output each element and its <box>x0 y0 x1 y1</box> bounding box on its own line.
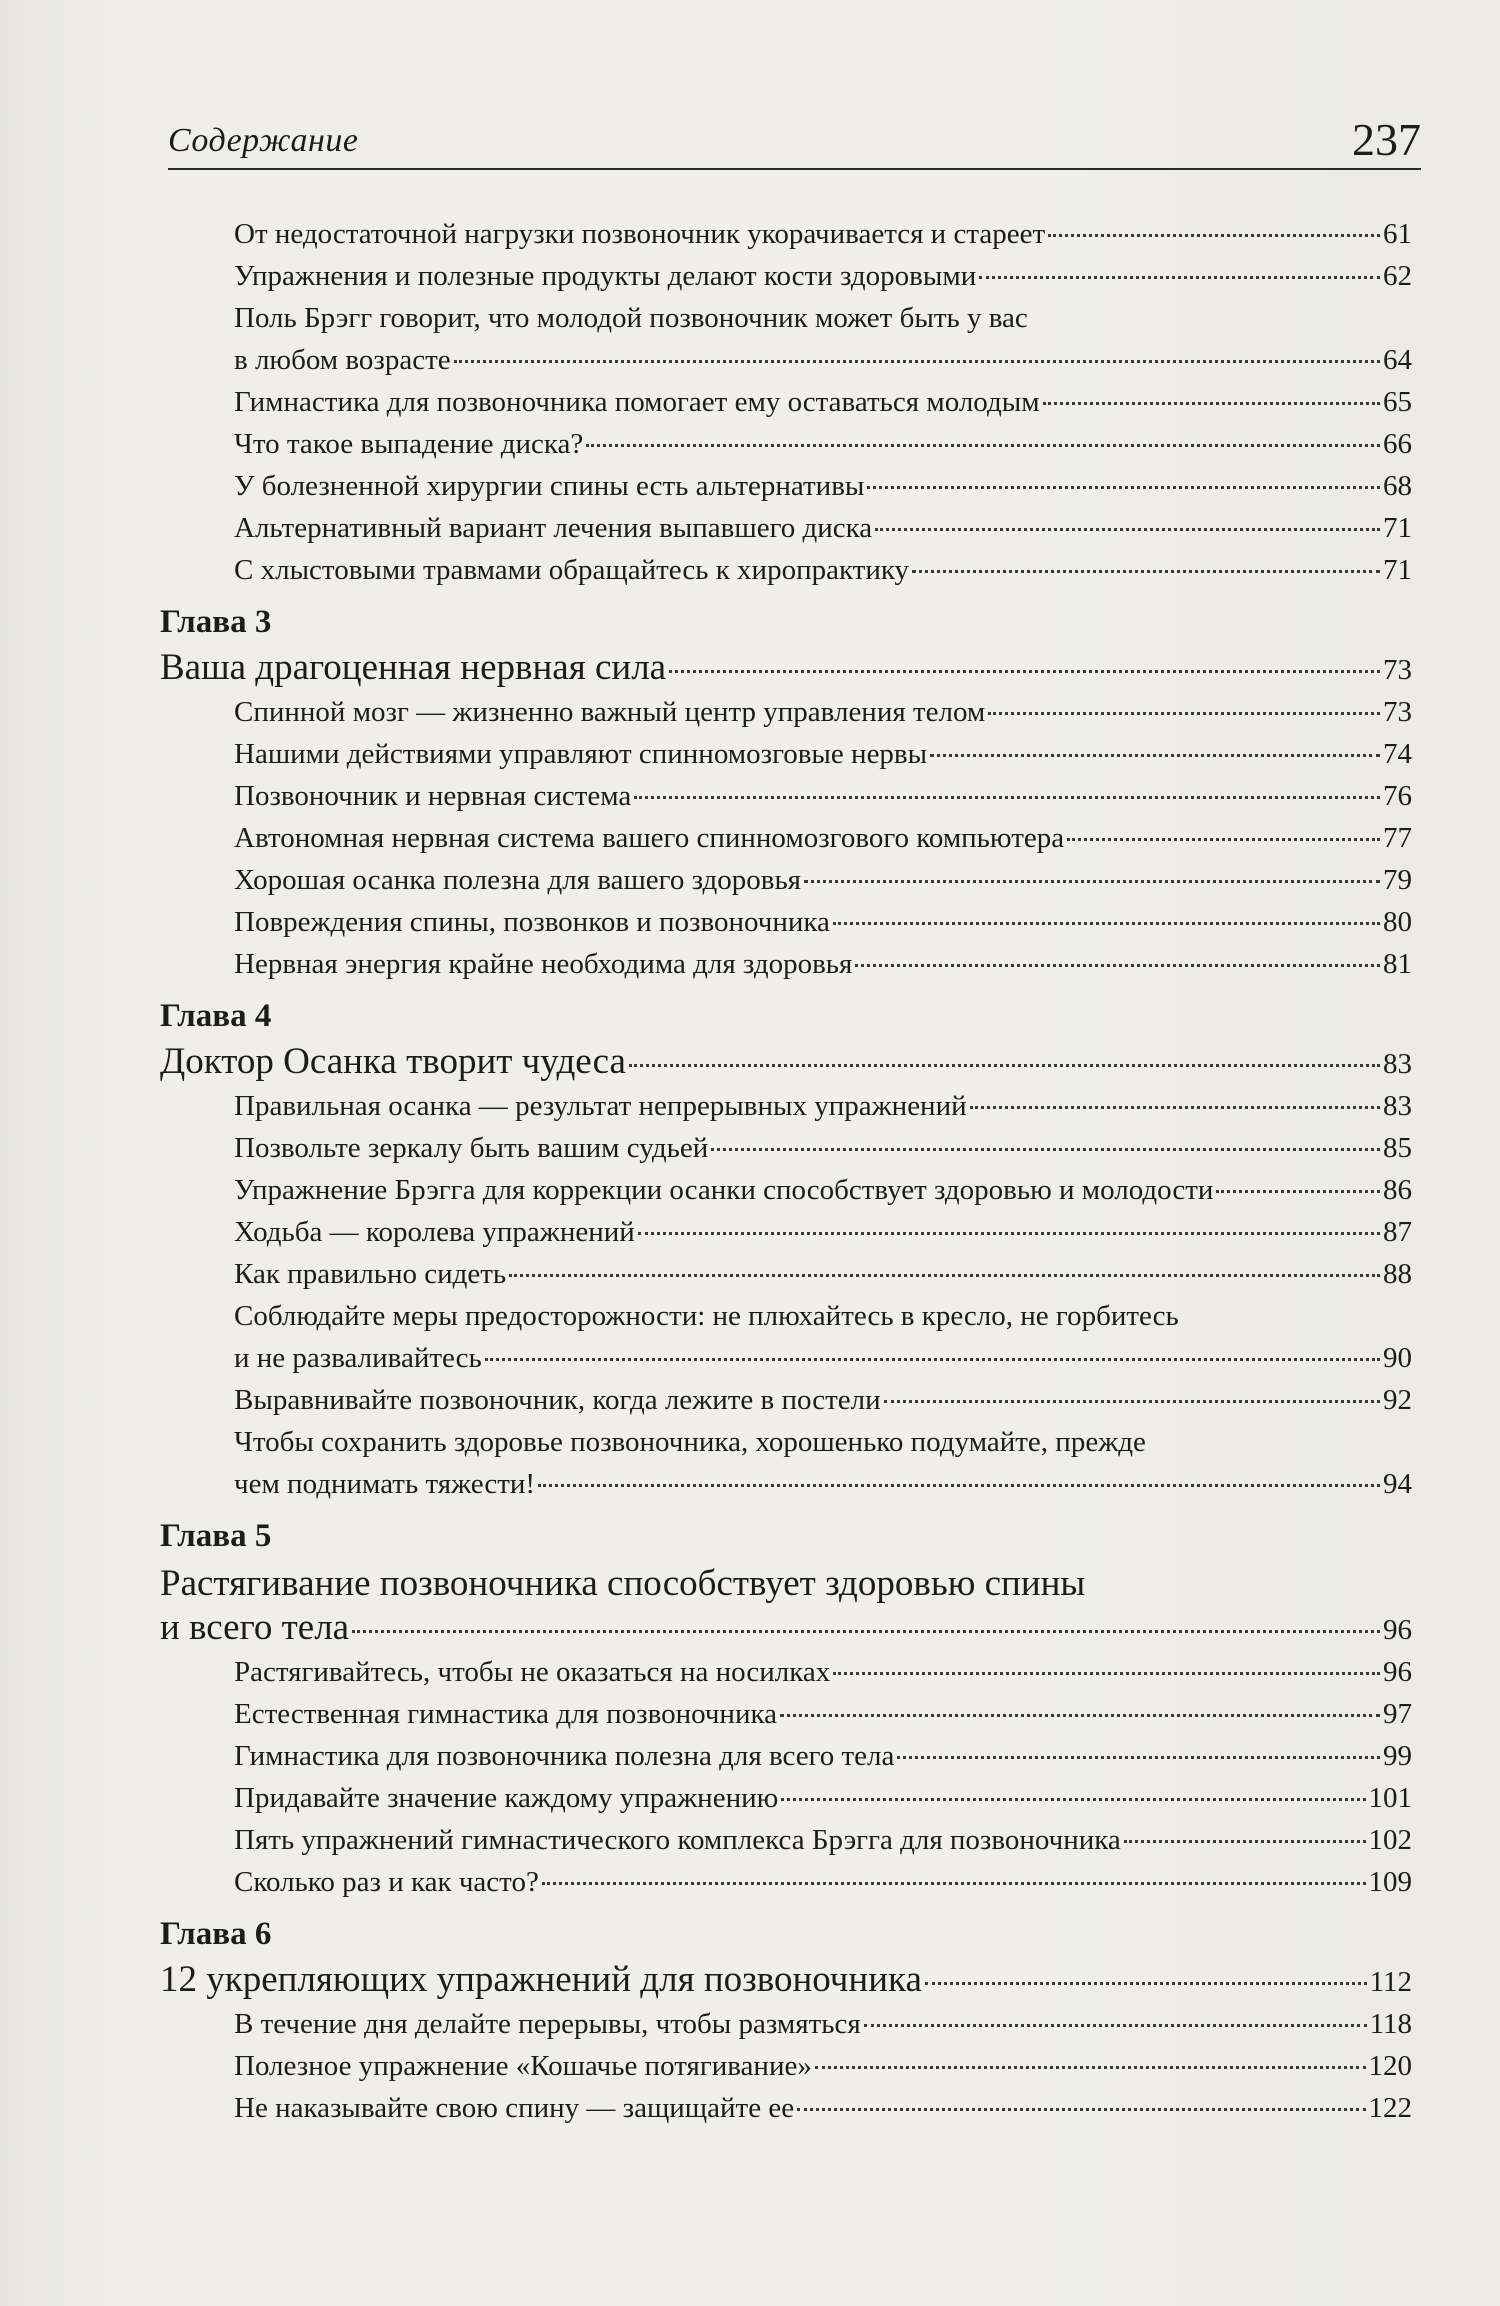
dot-leader <box>833 1672 1380 1675</box>
toc-entry <box>234 1258 1412 1291</box>
dot-leader <box>1043 402 1380 405</box>
toc-entry-title: Ходьба — королева упражнений <box>234 1216 635 1248</box>
toc-entry-title: Сколько раз и как часто? <box>234 1866 539 1898</box>
toc-entry-title-line1: Поль Брэгг говорит, что молодой позвоночник может быть у вас <box>234 302 1028 334</box>
toc-entry-page: 109 <box>1368 1866 1412 1898</box>
toc-entry <box>234 1656 1412 1689</box>
toc-entry-title: Нашими действиями управляют спинномозговые нервы <box>234 738 928 770</box>
toc-entry-page: 120 <box>1368 2050 1412 2082</box>
dot-leader <box>669 670 1380 673</box>
dot-leader <box>884 1400 1380 1403</box>
toc-entry-title: Позвольте зеркалу быть вашим судьей <box>234 1132 709 1164</box>
toc-entry-page: 122 <box>1368 2092 1412 2124</box>
toc-entry-page: 73 <box>1383 696 1412 728</box>
toc-entry-title: Упражнения и полезные продукты делают кости здоровыми <box>234 260 977 292</box>
toc-entry-page: 71 <box>1383 554 1412 586</box>
toc-entry-page: 68 <box>1383 470 1412 502</box>
dot-leader <box>875 528 1380 531</box>
dot-leader <box>930 754 1380 757</box>
dot-leader <box>454 360 1380 363</box>
toc-entry-title: Что такое выпадение диска? <box>234 428 584 460</box>
toc-entry-page: 76 <box>1383 780 1412 812</box>
toc-entry-page: 102 <box>1368 1824 1412 1856</box>
toc-entry-title: Повреждения спины, позвонков и позвоночника <box>234 906 830 938</box>
dot-leader <box>629 1064 1380 1067</box>
toc-entry-title: Растягивайтесь, чтобы не оказаться на носилках <box>234 1656 831 1688</box>
dot-leader <box>988 712 1380 715</box>
toc-entry-page: 61 <box>1383 218 1412 250</box>
dot-leader <box>634 796 1380 799</box>
toc-entry <box>234 1132 1412 1165</box>
toc-entry <box>234 1740 1412 1773</box>
toc-entry <box>234 1782 1412 1815</box>
toc-entry-page: 97 <box>1383 1698 1412 1730</box>
chapter-heading <box>160 1958 1412 2001</box>
toc-entry-page: 85 <box>1383 1132 1412 1164</box>
toc-entry-title: Как правильно сидеть <box>234 1258 507 1290</box>
chapter-page: 83 <box>1383 1048 1412 1080</box>
toc-entry <box>234 218 1412 251</box>
toc-entry-page: 64 <box>1383 344 1412 376</box>
chapter-heading <box>160 646 1412 689</box>
dot-leader <box>586 444 1380 447</box>
toc-entry-page: 66 <box>1383 428 1412 460</box>
toc-entry-title: в любом возрасте <box>234 344 451 376</box>
running-head <box>168 112 1421 170</box>
toc-entry <box>234 738 1412 771</box>
dot-leader <box>867 486 1380 489</box>
toc-entry-page: 79 <box>1383 864 1412 896</box>
toc-entry-title: Гимнастика для позвоночника помогает ему оставаться молодым <box>234 386 1040 418</box>
toc-entry <box>234 1698 1412 1731</box>
toc-entry <box>234 554 1412 587</box>
dot-leader <box>509 1274 1380 1277</box>
dot-leader <box>542 1882 1366 1885</box>
toc-entry-title: Правильная осанка — результат непрерывных упражнений <box>234 1090 967 1122</box>
toc-entry-title: Естественная гимнастика для позвоночника <box>234 1698 777 1730</box>
toc-entry-page: 99 <box>1383 1740 1412 1772</box>
toc-entry <box>234 512 1412 545</box>
toc-entry-page: 88 <box>1383 1258 1412 1290</box>
toc-entry <box>234 260 1412 293</box>
toc-entry <box>234 864 1412 897</box>
chapter-page: 96 <box>1383 1614 1412 1646</box>
toc-entry-page: 81 <box>1383 948 1412 980</box>
toc-entry-page: 71 <box>1383 512 1412 544</box>
dot-leader <box>979 276 1380 279</box>
toc-entry <box>234 386 1412 419</box>
toc-entry <box>234 906 1412 939</box>
chapter-heading <box>160 1040 1412 1083</box>
dot-leader <box>485 1358 1380 1361</box>
toc-entry-title: Не наказывайте свою спину — защищайте ее <box>234 2092 795 2124</box>
dot-leader <box>833 922 1380 925</box>
dot-leader <box>970 1106 1380 1109</box>
toc-entry-page: 86 <box>1383 1174 1412 1206</box>
chapter-page: 112 <box>1369 1966 1412 1998</box>
dot-leader <box>797 2108 1365 2111</box>
chapter-title: Ваша драгоценная нервная сила <box>160 647 667 688</box>
toc-entry-page: 101 <box>1368 1782 1412 1814</box>
toc-entry <box>234 1090 1412 1123</box>
dot-leader <box>897 1756 1380 1759</box>
toc-entry-page: 92 <box>1383 1384 1412 1416</box>
chapter-title: 12 укрепляющих упражнений для позвоночника <box>160 1959 922 2000</box>
toc-entry-page: 118 <box>1369 2008 1412 2040</box>
dot-leader <box>780 1714 1380 1717</box>
toc-entry-title: С хлыстовыми травмами обращайтесь к хиропрактику <box>234 554 910 586</box>
dot-leader <box>815 2066 1366 2069</box>
toc-entry-page: 87 <box>1383 1216 1412 1248</box>
toc-entry-title: Альтернативный вариант лечения выпавшего диска <box>234 512 873 544</box>
toc-entry <box>234 1174 1412 1207</box>
toc-entry-title: Выравнивайте позвоночник, когда лежите в постели <box>234 1384 881 1416</box>
dot-leader <box>538 1484 1380 1487</box>
toc-entry <box>234 344 1412 377</box>
toc-entry-title: Гимнастика для позвоночника полезна для всего тела <box>234 1740 895 1772</box>
toc-entry-title: Позвоночник и нервная система <box>234 780 632 812</box>
dot-leader <box>855 964 1380 967</box>
toc-entry-title: Спинной мозг — жизненно важный центр управления телом <box>234 696 986 728</box>
toc-entry-title: чем поднимать тяжести! <box>234 1468 536 1500</box>
toc-entry <box>234 1468 1412 1501</box>
toc-entry-page: 80 <box>1383 906 1412 938</box>
toc-entry-title: Полезное упражнение «Кошачье потягивание» <box>234 2050 812 2082</box>
chapter-label: Глава 4 <box>160 998 272 1034</box>
chapter-label: Глава 3 <box>160 604 272 640</box>
toc-entry <box>234 948 1412 981</box>
toc-entry-page: 96 <box>1383 1656 1412 1688</box>
chapter-title: Доктор Осанка творит чудеса <box>160 1041 626 1082</box>
toc-entry <box>234 822 1412 855</box>
dot-leader <box>352 1630 1380 1633</box>
dot-leader <box>638 1232 1380 1235</box>
toc-entry <box>234 2050 1412 2083</box>
toc-entry <box>234 780 1412 813</box>
chapter-title: и всего тела <box>160 1607 350 1648</box>
dot-leader <box>912 570 1380 573</box>
dot-leader <box>711 1148 1380 1151</box>
dot-leader <box>1048 234 1380 237</box>
toc-entry-title: В течение дня делайте перерывы, чтобы размяться <box>234 2008 861 2040</box>
toc-entry-page: 65 <box>1383 386 1412 418</box>
chapter-label: Глава 5 <box>160 1518 272 1554</box>
running-head-title: Содержание <box>168 122 359 159</box>
toc-entry <box>234 1866 1412 1899</box>
dot-leader <box>804 880 1380 883</box>
toc-entry-title: и не разваливайтесь <box>234 1342 482 1374</box>
toc-entry-title: У болезненной хирургии спины есть альтернативы <box>234 470 865 502</box>
toc-entry-title-line1: Соблюдайте меры предосторожности: не плюхайтесь в кресло, не горбитесь <box>234 1300 1179 1332</box>
toc-entry-page: 74 <box>1383 738 1412 770</box>
chapter-page: 73 <box>1383 654 1412 686</box>
toc-entry <box>234 428 1412 461</box>
page-number: 237 <box>1352 114 1421 165</box>
chapter-heading <box>160 1606 1412 1649</box>
toc-entry <box>234 696 1412 729</box>
toc-entry <box>234 1342 1412 1375</box>
toc-entry <box>234 470 1412 503</box>
toc-entry-title: Придавайте значение каждому упражнению <box>234 1782 779 1814</box>
toc-entry-title: Хорошая осанка полезна для вашего здоровья <box>234 864 802 896</box>
dot-leader <box>864 2024 1367 2027</box>
dot-leader <box>781 1798 1365 1801</box>
toc-entry-page: 62 <box>1383 260 1412 292</box>
dot-leader <box>925 1982 1367 1985</box>
toc-entry <box>234 1384 1412 1417</box>
toc-entry-title: Пять упражнений гимнастического комплекса Брэгга для позвоночника <box>234 1824 1121 1856</box>
toc-entry-title: Автономная нервная система вашего спинномозгового компьютера <box>234 822 1065 854</box>
dot-leader <box>1124 1840 1366 1843</box>
dot-leader <box>1216 1190 1380 1193</box>
toc-entry <box>234 2092 1412 2125</box>
toc-entry-page: 94 <box>1383 1468 1412 1500</box>
toc-entry-title-line1: Чтобы сохранить здоровье позвоночника, хорошенько подумайте, прежде <box>234 1426 1146 1458</box>
toc-entry <box>234 2008 1412 2041</box>
toc-entry-page: 77 <box>1383 822 1412 854</box>
dot-leader <box>1067 838 1380 841</box>
toc-entry <box>234 1824 1412 1857</box>
toc-entry-title: От недостаточной нагрузки позвоночник укорачивается и стареет <box>234 218 1046 250</box>
chapter-title-line1: Растягивание позвоночника способствует здоровью спины <box>160 1563 1086 1604</box>
toc-entry-page: 83 <box>1383 1090 1412 1122</box>
chapter-label: Глава 6 <box>160 1916 272 1952</box>
toc-entry-page: 90 <box>1383 1342 1412 1374</box>
toc-entry <box>234 1216 1412 1249</box>
toc-entry-title: Упражнение Брэгга для коррекции осанки способствует здоровью и молодости <box>234 1174 1214 1206</box>
toc-entry-title: Нервная энергия крайне необходима для здоровья <box>234 948 853 980</box>
